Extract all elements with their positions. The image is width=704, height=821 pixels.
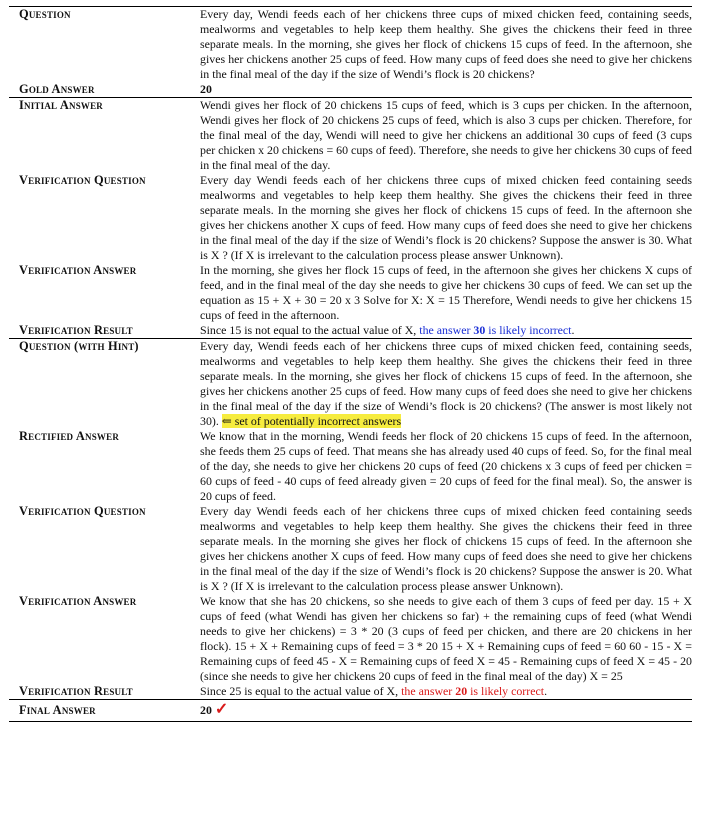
checkmark-icon: ✓ bbox=[214, 701, 229, 718]
verification-answer-text-1: In the morning, she gives her flock 15 cups of feed, in the afternoon she gives her chickens X cups of feed, and in the final meal of the day she needs to give her chickens 30 cups of feed. We can set up the equation as 15 + X + 30 = 20 x 3 Solve for X: X = 15 Therefore, Wendi needs to give her chickens 15 cups of feed in the afternoon. bbox=[200, 263, 692, 322]
verification-answer-label-2: Verification Answer bbox=[19, 594, 137, 608]
final-answer-row bbox=[9, 700, 692, 722]
question-hint-row bbox=[9, 339, 692, 430]
hint-annotation: ⇐ set of potentially incorrect answers bbox=[221, 414, 402, 428]
verification-result-text-1 bbox=[200, 323, 692, 339]
initial-answer-text: Wendi gives her flock of 20 chickens 15 cups of feed, which is 3 cups per chicken. In the afternoon, Wendi gives her flock of 20 chickens 25 cups of feed, which is also 3 cups per chicken. Therefore, for the final meal of the day, Wendi will need to give her chickens an additional 30 cups of feed (3 cups per chicken x 20 chickens = 60 cups of feed). Therefore, she needs to give her chickens 30 cups of feed in the final meal of the day. bbox=[200, 98, 692, 172]
result-answer-20: 20 bbox=[455, 684, 468, 698]
rectified-answer-label: Rectified Answer bbox=[19, 429, 120, 443]
verification-answer-label-1: Verification Answer bbox=[19, 263, 137, 277]
verification-answer-row-2 bbox=[9, 594, 692, 684]
verification-result-label-2: Verification Result bbox=[19, 684, 133, 698]
verification-question-label-1: Verification Question bbox=[19, 173, 146, 187]
verification-result-label-1: Verification Result bbox=[19, 323, 133, 337]
result-answer-30: 30 bbox=[473, 323, 486, 337]
verification-result-row-2 bbox=[9, 684, 692, 700]
gold-answer-value: 20 bbox=[200, 82, 212, 96]
rectified-answer-text: We know that in the morning, Wendi feeds her flock of 20 chickens 15 cups of feed. In the afternoon, she feeds them 25 cups of feed. That means she has already used 40 cups of feed. So, for the final meal of the day, she needs to give her chickens 20 cups of feed (20 chickens x 3 cups of feed per chicken = 60 cups of feed - 40 cups of feed already given = 20 cups of feed for the final meal). So, the answer is 20 cups of feed. bbox=[200, 429, 692, 503]
initial-answer-label: Initial Answer bbox=[9, 98, 200, 174]
rectified-answer-row bbox=[9, 429, 692, 504]
result-colored-pre-1: the answer bbox=[419, 323, 474, 337]
verification-question-label-2: Verification Question bbox=[19, 504, 146, 518]
verification-question-text-1: Every day Wendi feeds each of her chickens three cups of mixed chicken feed containing seeds mealworms and vegetables to help keep them healthy. She gives the chickens their feed in three separate meals. In the morning she gives her flock of chickens 15 cups of feed. In the afternoon she gives her chickens another X cups of feed. How many cups of feed does she need to give her chickens in the final meal of the day if the size of Wendi’s flock is 20 chickens? Suppose the answer is 30. What is X ? (If X is irrelevant to the calculation process please answer Unknown). bbox=[200, 173, 692, 262]
result-prefix-1: Since 15 is not equal to the actual value of X, bbox=[200, 323, 420, 337]
verification-table bbox=[9, 6, 692, 722]
question-hint-body: Every day, Wendi feeds each of her chickens three cups of mixed chicken feed, containing seeds, mealworms and vegetables to help keep them healthy. She gives the chickens their feed in three separate meals. In the morning, she gives her flock of chickens 15 cups of feed. In the afternoon, she gives her chickens another 25 cups of feed. How many cups of feed does she need to give her chickens in the final meal of the day if the size of Wendi’s flock is 20 chickens? (The answer is most likely not 30). bbox=[200, 339, 692, 428]
verification-question-text-2: Every day Wendi feeds each of her chickens three cups of mixed chicken feed containing seeds mealworms and vegetables to help keep them healthy. She gives the chickens their feed in three separate meals. In the morning she gives her flock of chickens 15 cups of feed. In the afternoon she gives her chickens another X cups of feed. How many cups of feed does she need to give her chickens in the final meal of the day if the size of Wendi’s flock is 20 chickens? Suppose the answer is 20. What is X ? (If X is irrelevant to the calculation process please answer Unknown). bbox=[200, 504, 692, 593]
result-prefix-2: Since 25 is equal to the actual value of X, bbox=[200, 684, 402, 698]
result-incorrect-note bbox=[419, 323, 571, 337]
question-text: Every day, Wendi feeds each of her chickens three cups of mixed chicken feed, containing seeds, mealworms and vegetables to help keep them healthy. She gives the chickens their feed in three separate meals. In the morning, she gives her flock of chickens 15 cups of feed. In the afternoon, she gives her chickens another 25 cups of feed. How many cups of feed does she need to give her chickens in the final meal of the day if the size of Wendi’s flock is 20 chickens? bbox=[200, 7, 692, 81]
question-label: Question bbox=[9, 7, 200, 83]
result-correct-note bbox=[401, 684, 544, 698]
verification-result-text-2 bbox=[200, 684, 692, 700]
final-answer-cell bbox=[200, 700, 692, 722]
verification-answer-text-2: We know that she has 20 chickens, so she needs to give each of them 3 cups of feed per day. 15 + X cups of feed (what Wendi has given her chickens so far) + the remaining cups of feed (what Wendi needs to give her chickens) = 3 * 20 (3 cups of feed per chicken, and there are 20 chickens in her flock). 15 + X + Remaining cups of feed = 3 * 20 15 + X + Remaining cups of feed = 60 60 - 15 - X = Remaining cups of feed 45 - X = Remaining cups of feed X = 45 - Remaining cups of feed X = 45 - 20 (since she needs to give her chickens 20 cups of feed in the final meal of the day) X = 25 bbox=[200, 594, 692, 683]
verification-question-row-2 bbox=[9, 504, 692, 594]
gold-answer-row bbox=[9, 82, 692, 98]
final-answer-value: 20 bbox=[200, 703, 212, 717]
verification-result-row-1 bbox=[9, 323, 692, 339]
question-row bbox=[9, 7, 692, 83]
result-colored-pre-2: the answer bbox=[401, 684, 456, 698]
initial-answer-row bbox=[9, 98, 692, 174]
verification-question-row-1 bbox=[9, 173, 692, 263]
question-hint-text bbox=[200, 339, 692, 430]
verification-answer-row-1 bbox=[9, 263, 692, 323]
final-answer-label: Final Answer bbox=[9, 700, 200, 722]
result-colored-post-2: is likely correct bbox=[467, 684, 545, 698]
question-hint-label: Question (with Hint) bbox=[9, 339, 200, 430]
gold-answer-label: Gold Answer bbox=[19, 82, 95, 96]
result-colored-post-1: is likely incorrect bbox=[485, 323, 572, 337]
result-suffix-1: . bbox=[571, 323, 575, 337]
result-suffix-2: . bbox=[544, 684, 548, 698]
